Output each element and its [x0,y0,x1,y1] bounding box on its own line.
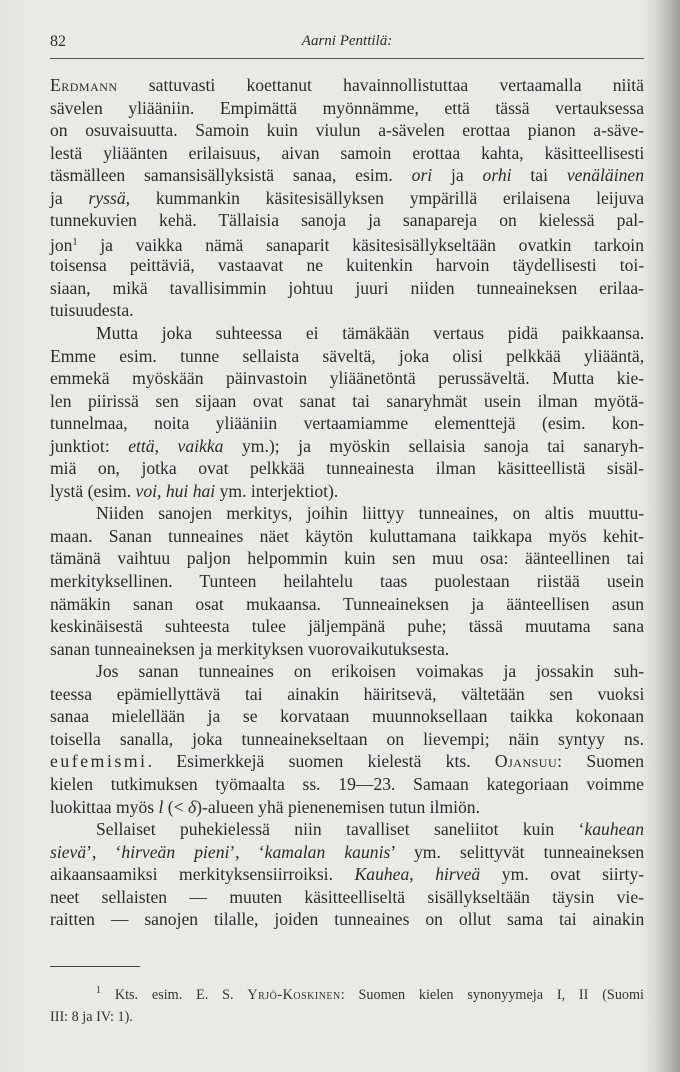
paragraph-start: Niiden sanojen merkitys, joihin liittyy tunneaines, on altis muuttu- [96,503,645,524]
italic-term: kamalan kaunis [264,841,391,862]
text-span: (< [163,796,188,817]
text-line: nämäkin sanan osat mukaansa. Tunneaineksen ja äänteellisen asun [50,593,645,614]
text-span: , [409,864,436,885]
text-line [50,164,644,187]
italic-term: voi [135,480,158,501]
text-line: emmekä myöskään päinvastoin yliäänetöntä perussäveltä. Mutta kie- [50,368,645,389]
italic-term: hirveä [435,864,481,885]
text-line: kielen tutkimuksen työmaalta ss. 19—23. Samaan kategoriaan voimme [50,773,644,794]
text-line: sanaa mielellään ja se korvataan muunnoksellaan taikka kokonaan [50,706,644,727]
text-line: merkityksellinen. Tunteen heilahtelu taas puolestaan riistää usein [50,571,644,592]
text-span: , [154,435,178,456]
text-line: sävelen yliääniin. Empimättä myönnämme, että tässä vertauksessa [50,97,645,118]
text-span: ym. ovat siirty- [480,864,645,885]
text-span: ’, ‘ [229,841,265,862]
italic-term: vaikka [177,435,224,456]
running-head: Aarni Penttilä: [301,33,393,49]
text-span: ja [50,187,89,208]
text-line: len piirissä sen sijaan ovat sanat tai sanaryhmät usein ilman myötä- [50,390,644,411]
text-line: tunnekuvien kehä. Tällaisia sanoja ja sanapareja on kielessä pal- [50,210,644,231]
paragraph-start [50,818,644,841]
text-line: tuisuudesta. [50,300,134,321]
header-rule [50,58,644,59]
paragraph-start: Mutta joka suhteessa ei tämäkään vertaus pidä paikkaansa. [96,323,645,344]
footnote-marker: 1 [96,985,101,996]
text-line [50,841,644,864]
text-span: ym. interjektiot). [215,480,339,501]
text-span: Kts. esim. E. S. [101,987,248,1003]
text-line: siaan, mikä tavallisimmin johtuu juuri niiden tunneaineksen erilaa- [50,277,645,298]
text-line: keskinäisestä suhteesta tulee jäljempänä puhe; tässä muutama sana [50,616,644,637]
text-span: ’, ‘ [86,841,122,862]
paragraph-start: Jos sanan tunneaines on erikoisen voimakas ja jossakin suh- [96,661,645,682]
text-span: , [157,480,166,501]
italic-term: Kauhea [354,864,410,885]
text-span: , kummankin käsitesisällyksen ympärillä erilaisena leijuva [125,187,645,208]
italic-term: kauhean [584,819,645,840]
text-line [50,863,644,886]
text-span: jon [50,234,73,255]
italic-term: orhi [482,165,512,186]
italic-term: l [158,796,164,817]
italic-term: δ [187,796,197,817]
italic-term: sievä [50,841,87,862]
italic-term: että [128,435,155,456]
text-line: miä on, jotka ovat pelkkää tunneainesta ilman käsitteellistä sisäl- [50,458,644,479]
text-span: junktiot: [50,435,129,456]
text-span: . Esimerkkejä suomen kielestä kts. [147,751,495,772]
text-span: aikaansaamiksi merkityksensiirroiksi. [50,864,355,885]
text-span: sattuvasti koettanut havainnollistuttaa vertaamalla niitä [117,75,644,95]
text-span: Sellaiset puhekielessä niin tavalliset saneliitot kuin ‘ [96,819,585,840]
text-span: : Suomen kielen synonyymeja I, II (Suomi [340,987,644,1003]
author-name: Ojansuu [494,751,558,772]
text-line: raitten — sanojen tilalle, joiden tunneaines on ollut sama tai ainakin [50,909,645,930]
page-header [50,33,644,55]
italic-term: venäläinen [566,165,644,186]
text-line: on osuvaisuutta. Samoin kuin viulun a-sävelen erottaa pianon a-säve- [50,120,645,141]
text-span: ja vaikka nämä sanaparit käsitesisällykseltään ovatkin tarkoin [77,234,644,255]
text-span: : Suomen [557,751,645,772]
text-line [50,480,644,503]
text-span: ja [432,165,483,186]
text-line: Emme esim. tunne sellaista säveltä, joka olisi pelkkää yliääntä, [50,345,645,366]
text-line [50,750,644,773]
text-line: toisella sanalla, joka tunneainekseltaan on lievempi; näin syntyy ns. [50,728,644,749]
italic-term: hui hai [165,480,216,501]
page-number: 82 [50,33,66,50]
author-name: Yrjö-Koskinen [247,987,341,1003]
text-span: ’ ym. selittyvät tunneaineksen [390,841,645,862]
text-line: sanan tunneaineksen ja merkityksen vuorovaikutuksesta. [50,638,450,659]
text-line [50,796,644,819]
italic-term: ryssä [88,187,126,208]
text-line: lestä yliäänten erilaisuus, aivan samoin erottaa kahta, käsitteellisesti [50,142,645,163]
text-line: neet sellaisten — muuten käsitteelliseltä sisällykseltään täysin vie- [50,886,644,907]
footnote [50,980,644,1006]
text-line: teessa epämiellyttävä tai ainakin häiritsevä, vältetään sen vuoksi [50,683,645,704]
text-line: maan. Sanan tunneaines näet käytön kuluttamana taikkapa myös kehit- [50,525,644,546]
text-span: täsmälleen samansisällyksistä sanaa, esim. [50,165,412,186]
footnote-continuation: III: 8 ja IV: 1). [50,1009,133,1025]
footnotes [50,980,644,1028]
author-name: Erdmann [50,75,118,95]
text-span: luokittaa myös [50,796,159,817]
text-line [50,232,644,255]
text-line [50,187,644,210]
text-line: toisensa peittäviä, vastaavat ne kuitenkin harvoin täydellisesti toi- [50,255,645,276]
spaced-term: eufemismi [50,751,148,772]
italic-term: hirveän pieni [121,841,230,862]
italic-term: ori [411,165,433,186]
text-line: tämänä vaihtuu paljon helpommin kuin sen muu osa: äänteellinen tai [50,548,645,569]
text-span: lystä (esim. [50,480,136,501]
text-span: )-alueen yhä pienenemisen tutun ilmiön. [196,796,481,817]
text-line: tunnelmaa, noita yliääniin vertaamiamme elementtejä (esim. kon- [50,413,645,434]
body-text [50,74,644,931]
text-span: ym.); ja myöskin sellaisia sanoja tai sanaryh- [223,435,644,456]
text-line [50,435,644,458]
footnote-ref[interactable]: 1 [72,236,78,248]
footnote-rule [50,966,140,967]
text-line [50,74,644,97]
text-span: tai [511,165,567,186]
